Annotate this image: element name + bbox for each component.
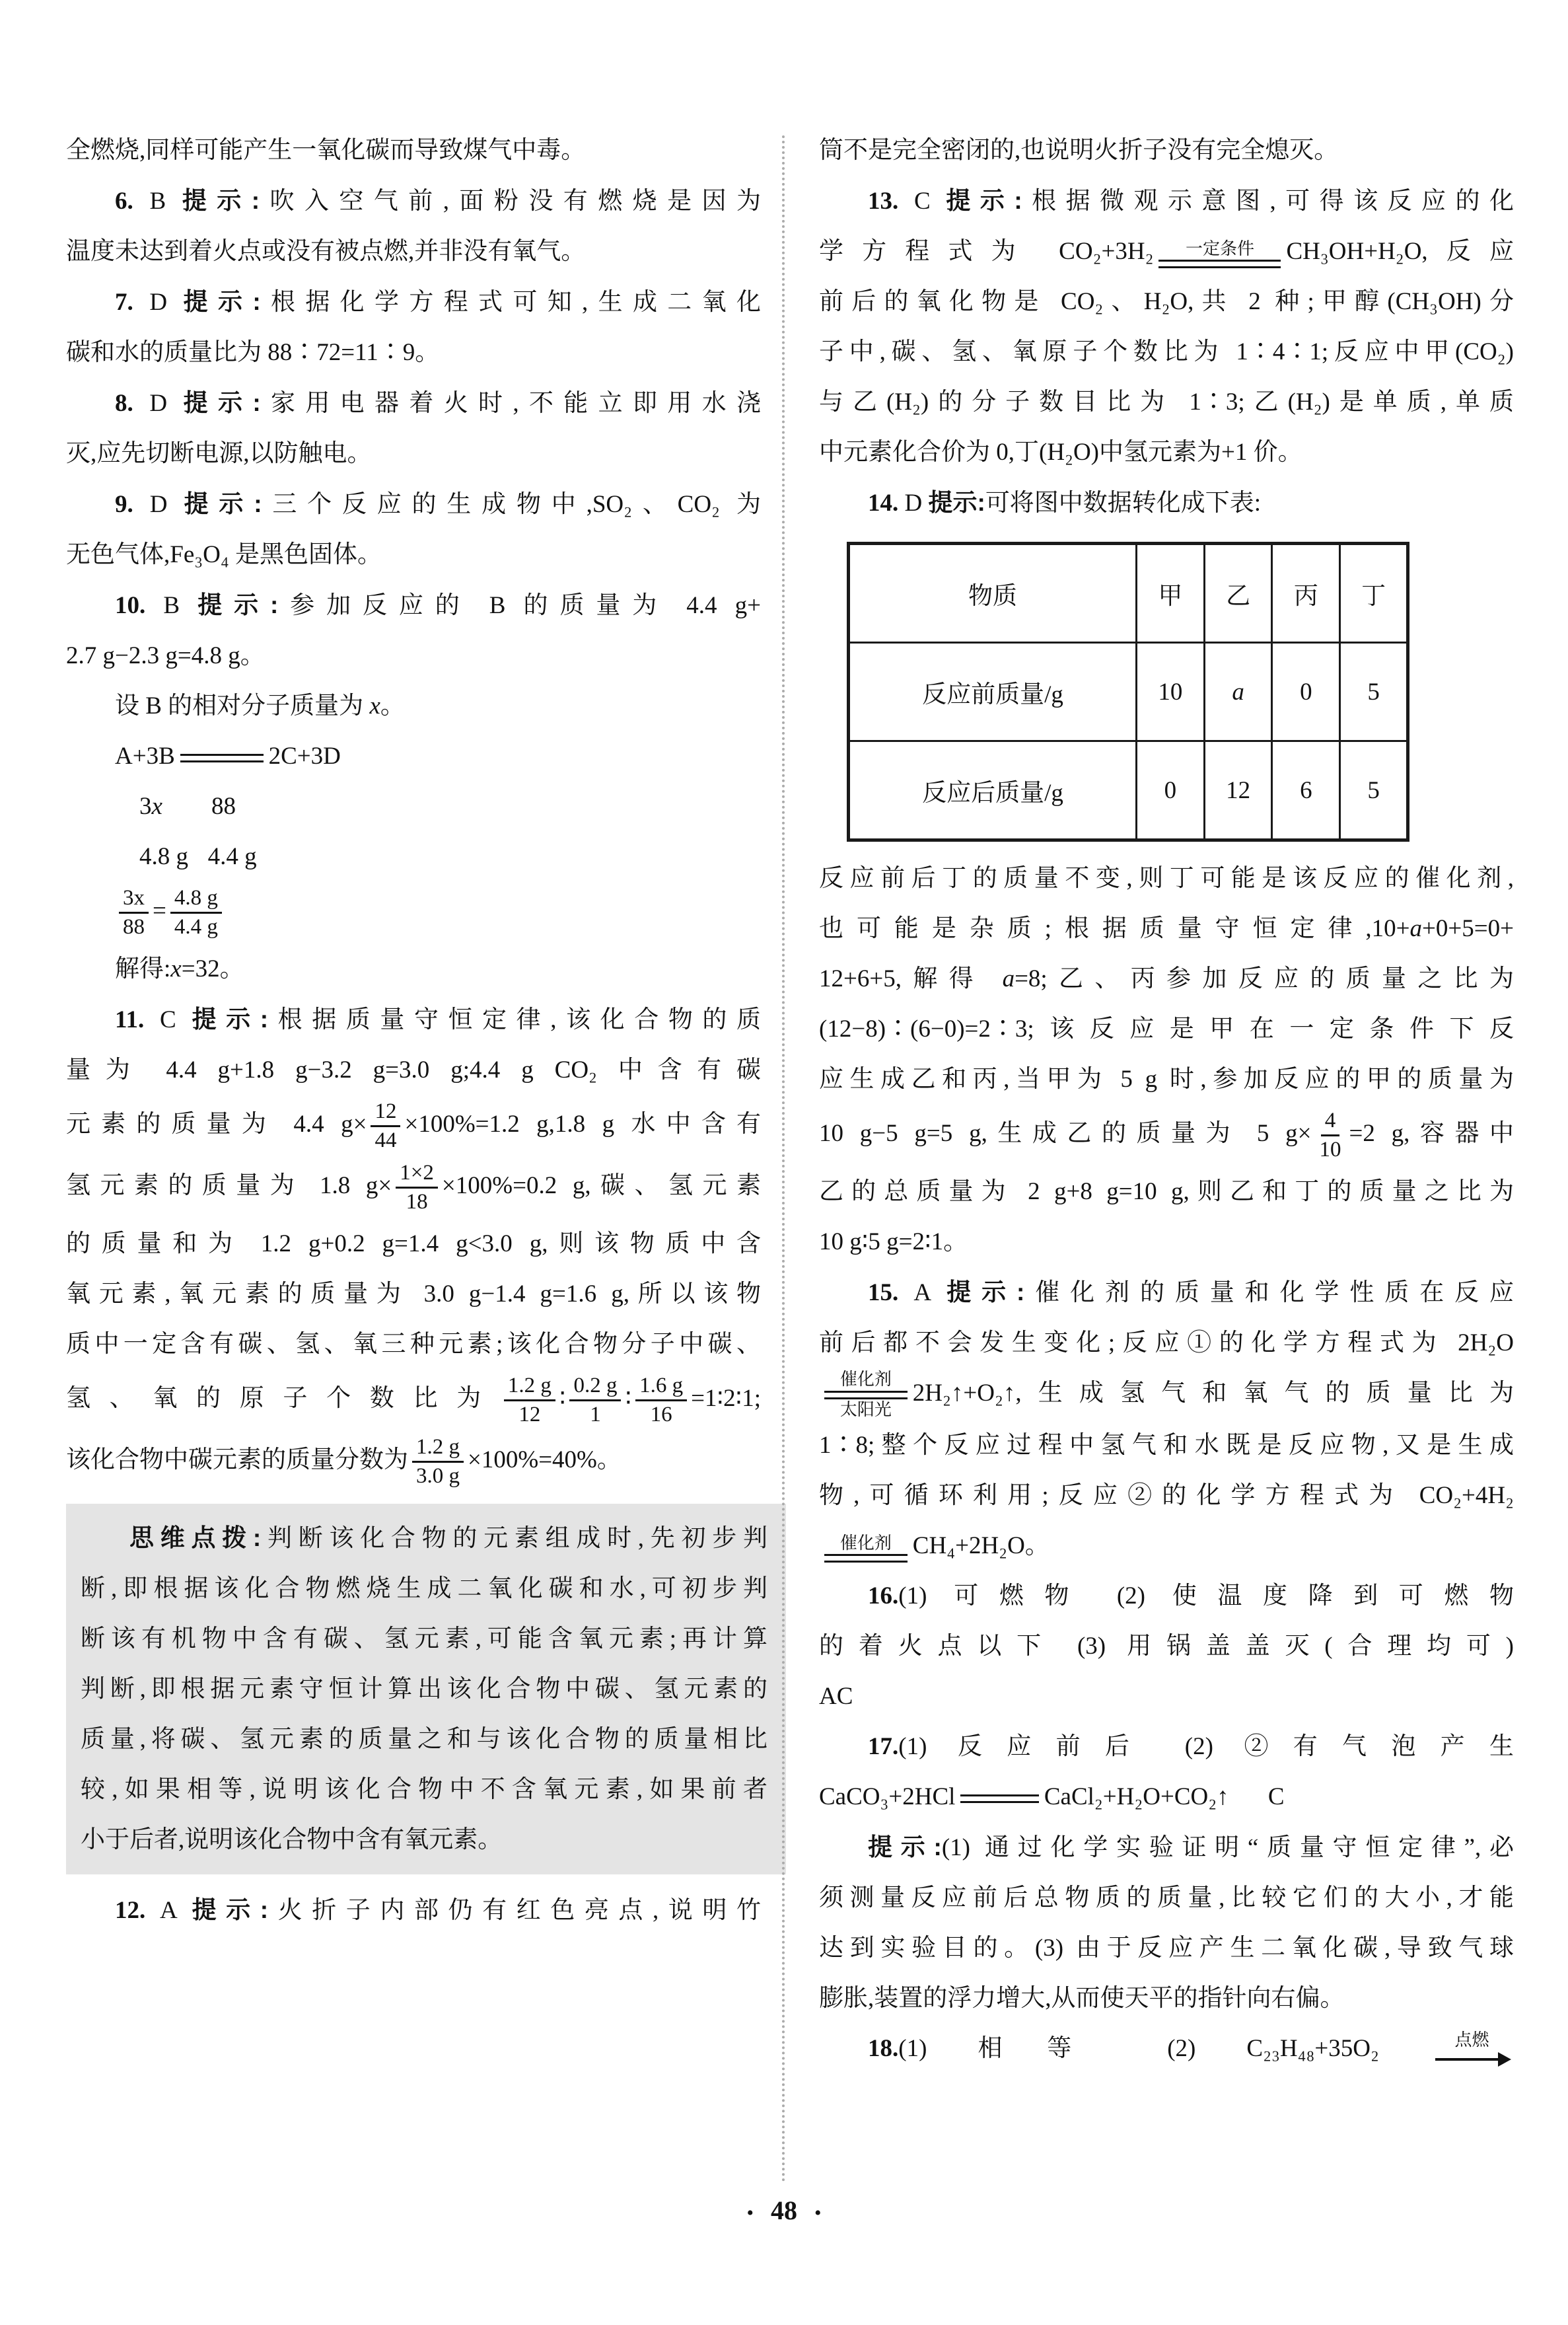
table-header-text: 甲 — [1158, 583, 1183, 610]
fraction-denominator: 12 — [518, 1402, 541, 1426]
text-line — [819, 854, 1514, 904]
text-segment: 4.8 g — [139, 843, 188, 870]
table-cell-text: 0 — [1300, 678, 1312, 706]
text-line — [66, 530, 761, 580]
text-segment: 断,即根据该化合物燃烧生成二氧化碳和水,可初步判 — [81, 1574, 767, 1602]
text-segment: 思维点拨: — [129, 1524, 262, 1551]
text-segment: 与乙(H₂)的分子数目比为 1∶3;乙(H₂)是单质,单质 — [819, 388, 1514, 416]
text-line — [66, 832, 761, 882]
text-line — [819, 954, 1514, 1004]
text-segment: D — [133, 289, 184, 316]
text-segment: 应生成乙和丙,当甲为 5 g 时,参加反应的甲的质量为 — [819, 1066, 1514, 1093]
text-segment: 15. — [868, 1278, 899, 1306]
text-segment: AC — [819, 1683, 853, 1711]
text-segment: 量为 4.4 g+1.8 g−3.2 g=3.0 g;4.4 g CO₂ 中含有碳 — [66, 1056, 761, 1084]
text-line — [819, 1873, 1514, 1923]
text-segment: 2.7 g−2.3 g=4.8 g。 — [66, 642, 265, 669]
text-segment: A — [898, 1278, 947, 1306]
text-segment: 小于后者,说明该化合物中含有氧元素。 — [81, 1826, 503, 1853]
table-header-row — [849, 544, 1408, 643]
table-cell — [849, 643, 1137, 741]
text-line — [66, 176, 761, 227]
text-segment: 2C+3D — [268, 743, 341, 770]
text-segment: 温度未达到着火点或没有被点燃,并非没有氧气。 — [66, 238, 586, 265]
text-line — [66, 1269, 761, 1319]
table-cell — [1272, 643, 1340, 741]
text-segment: 14. — [868, 490, 899, 517]
text-segment: 子中,碳、氢、氧原子个数比为 1∶4∶1;反应中甲(CO₂) — [819, 338, 1514, 365]
text-segment: 三个反应的生成物中,SO₂、CO₂ 为 — [262, 491, 761, 518]
condition-above-label: 一定条件 — [1185, 239, 1254, 258]
text-line — [66, 277, 761, 328]
text-segment: 达到实验目的。(3) 由于反应产生二氧化碳,导致气球 — [819, 1935, 1514, 1962]
text-segment: 中元素化合价为 0,丁(H₂O)中氢元素为+1 价。 — [819, 439, 1302, 466]
text-segment: x — [151, 793, 162, 820]
text-segment: 10. — [115, 592, 146, 619]
text-segment: 7. — [115, 289, 133, 316]
reaction-equals-sign — [824, 1533, 908, 1563]
text-line — [66, 429, 761, 479]
text-segment: 全燃烧,同样可能产生一氧化碳而导致煤气中毒。 — [66, 137, 586, 164]
text-line — [81, 1513, 767, 1564]
page-number-footer — [0, 2195, 1568, 2226]
table-header-text: 丙 — [1293, 583, 1318, 610]
double-line — [824, 1391, 908, 1399]
text-segment: 10 g−5 g=5 g,生成乙的质量为 5 g× — [819, 1120, 1312, 1148]
page-number: 48 — [771, 2196, 797, 2225]
text-line — [819, 327, 1514, 377]
condition-above-label: 催化剂 — [839, 1370, 892, 1389]
text-segment: 膨胀,装置的浮力增大,从而使天平的指针向右偏。 — [819, 1985, 1345, 2012]
fraction-denominator: 3.0 g — [416, 1464, 460, 1489]
text-line — [819, 1672, 1514, 1722]
text-segment: 根据化学方程式可知,生成二氧化 — [260, 289, 761, 316]
table-header-cell — [1136, 544, 1204, 643]
text-segment: 解得: — [115, 955, 171, 982]
table-row — [849, 741, 1408, 840]
text-line — [819, 1571, 1514, 1621]
reaction-equals-sign — [180, 754, 264, 762]
text-segment: 提示: — [192, 1896, 269, 1923]
text-line — [819, 1471, 1514, 1521]
text-line — [81, 1715, 767, 1765]
table-cell-text: 5 — [1367, 776, 1380, 804]
text-segment: 催化剂的质量和化学性质在反应 — [1024, 1278, 1515, 1306]
text-line — [819, 126, 1514, 176]
text-line — [66, 1370, 761, 1432]
text-segment: ×100%=0.2 g,碳、氢元素 — [441, 1172, 761, 1200]
text-segment: 12. — [115, 1896, 146, 1924]
text-segment: 前后都不会发生变化;反应①的化学方程式为 2H₂O — [819, 1329, 1514, 1356]
text-line — [66, 882, 761, 944]
text-segment: 质量,将碳、氢元素的质量之和与该化合物的质量相比 — [81, 1725, 767, 1753]
text-segment: 。 — [380, 692, 405, 720]
table-cell-text: 6 — [1300, 776, 1312, 804]
table-cell — [1340, 741, 1408, 840]
text-line — [66, 731, 761, 782]
condition-above-label: 催化剂 — [839, 1533, 892, 1553]
table-row — [849, 643, 1408, 741]
text-segment: 提示: — [182, 187, 260, 214]
text-line — [66, 126, 761, 176]
table-header-text: 乙 — [1226, 583, 1251, 610]
fraction — [396, 1160, 438, 1216]
text-segment: 参加反应的 B 的质量为 4.4 g+ — [278, 592, 761, 619]
fraction — [412, 1434, 464, 1491]
text-line — [66, 944, 761, 994]
footer-left-bullet: • — [746, 2201, 754, 2224]
tip-callout-box — [66, 1504, 786, 1874]
text-segment: 提示: — [197, 591, 279, 618]
double-line — [960, 1794, 1038, 1803]
text-segment: C — [144, 1006, 192, 1033]
text-segment: ×100%=1.2 g,1.8 g 水中含有 — [404, 1110, 761, 1138]
text-segment: 16. — [868, 1582, 899, 1610]
text-segment: =32。 — [181, 955, 244, 982]
fraction-numerator: 4.8 g — [170, 885, 222, 914]
text-line — [81, 1564, 767, 1614]
fraction — [371, 1098, 400, 1155]
fraction-denominator: 1 — [590, 1402, 601, 1426]
table-cell — [849, 741, 1137, 840]
text-segment: 8. — [115, 390, 133, 417]
text-segment: 灭,应先切断电源,以防触电。 — [66, 440, 372, 467]
fraction-denominator: 16 — [650, 1402, 672, 1426]
text-line — [819, 377, 1514, 427]
text-segment: 1∶8;整个反应过程中氢气和水既是反应物,又是生成 — [819, 1432, 1514, 1459]
table-header-cell — [849, 544, 1137, 643]
fraction — [504, 1372, 555, 1429]
text-segment: (1) 可燃物 (2) 使温度降到可燃物 — [898, 1582, 1514, 1610]
text-segment: 9. — [115, 491, 133, 518]
text-segment: 根据微观示意图,可得该反应的化 — [1022, 188, 1514, 215]
text-line — [66, 227, 761, 277]
table-header-cell — [1204, 544, 1272, 643]
condition-above-label: 点燃 — [1454, 2030, 1489, 2050]
text-segment: 较,如果相等,说明该化合物中不含氧元素,如果前者 — [81, 1775, 767, 1803]
text-segment: CaCO₃+2HCl — [819, 1783, 956, 1811]
text-line — [66, 1319, 761, 1370]
text-segment: 吹入空气前,面粉没有燃烧是因为 — [260, 188, 761, 215]
table-cell-text: a — [1232, 678, 1244, 706]
text-line — [66, 631, 761, 681]
text-segment: 也可能是杂质;根据质量守恒定律,10+ — [819, 915, 1410, 942]
reaction-equals-sign — [960, 1794, 1038, 1803]
ignite-reaction-arrow — [1435, 2030, 1509, 2071]
text-segment: 该化合物中碳元素的质量分数为 — [66, 1446, 408, 1474]
text-segment: 提示: — [183, 389, 261, 416]
text-segment: 物,可循环利用;反应②的化学方程式为 CO₂+4H₂ — [819, 1482, 1514, 1510]
fraction-numerator: 1.2 g — [504, 1372, 555, 1401]
table-cell-text: 反应前质量/g — [922, 681, 1063, 708]
table-header-text: 物质 — [968, 583, 1017, 610]
fraction-denominator: 4.4 g — [174, 915, 218, 940]
text-segment: CH₃OH+H₂O,反应 — [1286, 238, 1514, 265]
text-segment: 提示: — [868, 1833, 942, 1861]
table-cell-text: 5 — [1367, 678, 1380, 706]
table-cell-text: 12 — [1226, 776, 1251, 804]
text-segment: 无色气体,Fe₃O₄ 是黑色固体。 — [66, 541, 382, 568]
table-cell — [1136, 741, 1204, 840]
fraction-numerator: 4 — [1321, 1107, 1340, 1136]
text-segment: 家用电器着火时,不能立即用水浇 — [260, 390, 761, 417]
text-line — [819, 227, 1514, 277]
text-segment: 筒不是完全密闭的,也说明火折子没有完全熄灭。 — [819, 137, 1339, 164]
text-line — [819, 277, 1514, 327]
data-table — [847, 542, 1409, 842]
text-segment: 反应前后丁的质量不变,则丁可能是该反应的催化剂, — [819, 865, 1514, 892]
text-segment: = — [153, 897, 166, 925]
text-line — [819, 1822, 1514, 1873]
text-segment: B — [133, 188, 182, 215]
text-segment: 2H₂↑+O₂↑,生成氢气和氧气的质量比为 — [912, 1379, 1514, 1407]
text-line — [819, 1054, 1514, 1105]
text-segment: 设 B 的相对分子质量为 — [115, 692, 370, 720]
text-line — [819, 1923, 1514, 1974]
text-segment: (1) 相等 (2) C₂₃H₄₈+35O₂ — [898, 2035, 1430, 2063]
text-segment: 88 — [211, 793, 236, 820]
text-line — [66, 378, 761, 429]
text-segment: 断该有机物中含有碳、氢元素,可能含氧元素;再计算 — [81, 1625, 767, 1652]
text-segment: 碳和水的质量比为 88∶72=11∶9。 — [66, 339, 440, 366]
text-segment: 判断,即根据元素守恒计算出该化合物中碳、氢元素的 — [81, 1675, 767, 1703]
table-header-text: 丁 — [1361, 583, 1386, 610]
text-line — [819, 1521, 1514, 1571]
text-segment: 火折子内部仍有红色亮点,说明竹 — [268, 1896, 762, 1924]
text-segment: 氧元素,氧元素的质量为 3.0 g−1.4 g=1.6 g,所以该物 — [66, 1280, 761, 1308]
text-segment: 提示: — [946, 187, 1022, 214]
text-line — [819, 904, 1514, 954]
fraction-denominator: 88 — [123, 915, 145, 940]
fraction — [1316, 1107, 1345, 1164]
text-segment: 的质量和为 1.2 g+0.2 g=1.4 g<3.0 g,则该物质中含 — [66, 1230, 761, 1257]
text-line — [819, 1217, 1514, 1267]
fraction-numerator: 12 — [371, 1098, 400, 1127]
table-cell-text: 0 — [1164, 776, 1177, 804]
table-cell — [1204, 741, 1272, 840]
text-line — [66, 681, 761, 731]
text-line — [66, 782, 761, 832]
text-line — [819, 1772, 1514, 1822]
text-segment: 的着火点以下 (3) 用锅盖盖灭(合理均可) — [819, 1633, 1514, 1660]
text-segment: 氢、氧的原子个数比为 — [66, 1384, 500, 1412]
text-segment: 元素的质量为 4.4 g× — [66, 1110, 367, 1138]
text-segment: 可将图中数据转化成下表: — [985, 490, 1262, 517]
text-line — [819, 1167, 1514, 1217]
double-line — [824, 1554, 908, 1563]
text-segment: =2 g,容器中 — [1349, 1120, 1514, 1148]
column-divider — [782, 135, 785, 2184]
text-line — [81, 1765, 767, 1815]
left-column — [66, 126, 767, 1936]
text-line — [819, 1267, 1514, 1318]
table-cell — [1340, 643, 1408, 741]
condition-below-label: 太阳光 — [839, 1399, 892, 1419]
text-segment: 提示: — [192, 1005, 269, 1033]
fraction — [119, 885, 149, 941]
text-line — [819, 1974, 1514, 2024]
reaction-equals-sign — [1158, 239, 1281, 269]
text-line — [819, 1621, 1514, 1672]
text-line — [819, 176, 1514, 227]
table-cell-text: 10 — [1158, 678, 1183, 706]
fraction-numerator: 1.2 g — [412, 1434, 464, 1463]
table-cell-text: 反应后质量/g — [922, 780, 1063, 807]
text-segment: 提示: — [183, 288, 261, 315]
reaction-equals-sign — [824, 1369, 908, 1421]
text-segment: ∶ — [625, 1384, 632, 1412]
text-segment: 10 g∶5 g=2∶1。 — [819, 1228, 968, 1255]
fraction-numerator: 0.2 g — [569, 1372, 621, 1401]
text-line — [66, 1885, 761, 1936]
text-segment: ×100%=40%。 — [468, 1446, 622, 1474]
arrow-line-icon — [1435, 2058, 1509, 2061]
footer-right-bullet: • — [814, 2201, 822, 2224]
text-segment: 乙的总质量为 2 g+8 g=10 g,则乙和丁的质量之比为 — [819, 1177, 1514, 1205]
text-line — [66, 580, 761, 631]
text-segment: x — [369, 692, 380, 720]
text-segment: 3 — [139, 793, 152, 820]
text-segment: (1) 反应前后 (2) ②有气泡产生 — [898, 1733, 1514, 1761]
fraction-numerator: 3x — [119, 885, 149, 914]
text-segment: 前后的氧化物是 CO₂、H₂O,共 2 种;甲醇(CH₃OH)分 — [819, 288, 1514, 315]
text-line — [819, 1421, 1514, 1471]
text-line — [66, 479, 761, 530]
fraction — [569, 1372, 621, 1429]
text-segment: 质中一定含有碳、氢、氧三种元素;该化合物分子中碳、 — [66, 1330, 761, 1358]
fraction-denominator: 44 — [374, 1128, 397, 1152]
text-line — [81, 1815, 767, 1865]
table-header-cell — [1340, 544, 1408, 643]
double-line — [180, 754, 264, 762]
text-line — [81, 1664, 767, 1715]
text-line — [66, 1157, 761, 1219]
table-cell — [1204, 643, 1272, 741]
text-line — [819, 1722, 1514, 1772]
text-line — [819, 1105, 1514, 1167]
text-segment: A+3B — [115, 743, 175, 770]
text-segment: 提示: — [184, 490, 262, 517]
text-segment: 12+6+5,解得 — [819, 965, 1003, 992]
text-segment: D — [133, 491, 184, 518]
text-segment: D — [898, 490, 929, 517]
text-line — [819, 478, 1514, 529]
text-segment: CaCl₂+H₂O+CO₂↑ — [1044, 1783, 1229, 1811]
text-segment: 判断该化合物的元素组成时,先初步判 — [261, 1524, 767, 1552]
text-segment: CH₄+2H₂O。 — [912, 1532, 1050, 1560]
text-segment: =8;乙、丙参加反应的质量之比为 — [1015, 965, 1514, 992]
text-segment: 氢元素的质量为 1.8 g× — [66, 1172, 392, 1200]
text-segment: D — [133, 390, 184, 417]
text-line — [81, 1614, 767, 1664]
table-header-cell — [1272, 544, 1340, 643]
text-line — [66, 1095, 761, 1158]
text-segment: 4.4 g — [207, 843, 257, 870]
table-cell — [1136, 643, 1204, 741]
text-segment: 须测量反应前后总物质的质量,比较它们的大小,才能 — [819, 1884, 1514, 1912]
text-segment: 17. — [868, 1733, 899, 1761]
text-segment: a — [1002, 965, 1015, 992]
right-column — [819, 126, 1514, 2074]
text-segment: x — [170, 955, 182, 982]
text-segment: ∶ — [559, 1384, 566, 1412]
text-line — [819, 1004, 1514, 1054]
text-line — [819, 2024, 1514, 2074]
text-line — [819, 427, 1514, 478]
text-segment: a — [1409, 915, 1423, 942]
text-segment: 18. — [868, 2035, 899, 2063]
text-segment: 13. — [868, 188, 899, 215]
text-segment: 11. — [115, 1006, 145, 1033]
text-segment: (1) 通过化学实验证明“质量守恒定律”,必 — [941, 1834, 1514, 1862]
fraction-denominator: 10 — [1319, 1138, 1341, 1162]
text-line — [819, 1368, 1514, 1421]
text-segment: B — [145, 592, 198, 619]
text-segment: 学方程式为 CO₂+3H₂ — [819, 238, 1154, 265]
text-line — [66, 1045, 761, 1095]
text-line — [66, 328, 761, 378]
fraction — [170, 885, 222, 941]
fraction — [635, 1372, 687, 1429]
text-segment: A — [145, 1896, 192, 1924]
text-segment: 提示: — [946, 1278, 1025, 1306]
text-segment: C — [898, 188, 946, 215]
text-segment: (12−8)∶(6−0)=2∶3;该反应是甲在一定条件下反 — [819, 1015, 1514, 1043]
fraction-denominator: 18 — [406, 1190, 428, 1214]
text-segment: C — [1267, 1783, 1285, 1811]
text-segment: +0+5=0+ — [1422, 915, 1514, 942]
text-line — [66, 994, 761, 1045]
text-line — [66, 1431, 761, 1493]
text-segment: 根据质量守恒定律,该化合物的质 — [268, 1006, 761, 1033]
fraction-numerator: 1.6 g — [635, 1372, 687, 1401]
table-cell — [1272, 741, 1340, 840]
double-line — [1158, 260, 1281, 268]
text-segment: 6. — [115, 188, 133, 215]
text-line — [66, 1219, 761, 1269]
text-segment: =1∶2∶1; — [691, 1384, 761, 1412]
fraction-numerator: 1×2 — [396, 1160, 438, 1189]
text-line — [819, 1318, 1514, 1368]
text-segment: 提示: — [928, 489, 985, 516]
